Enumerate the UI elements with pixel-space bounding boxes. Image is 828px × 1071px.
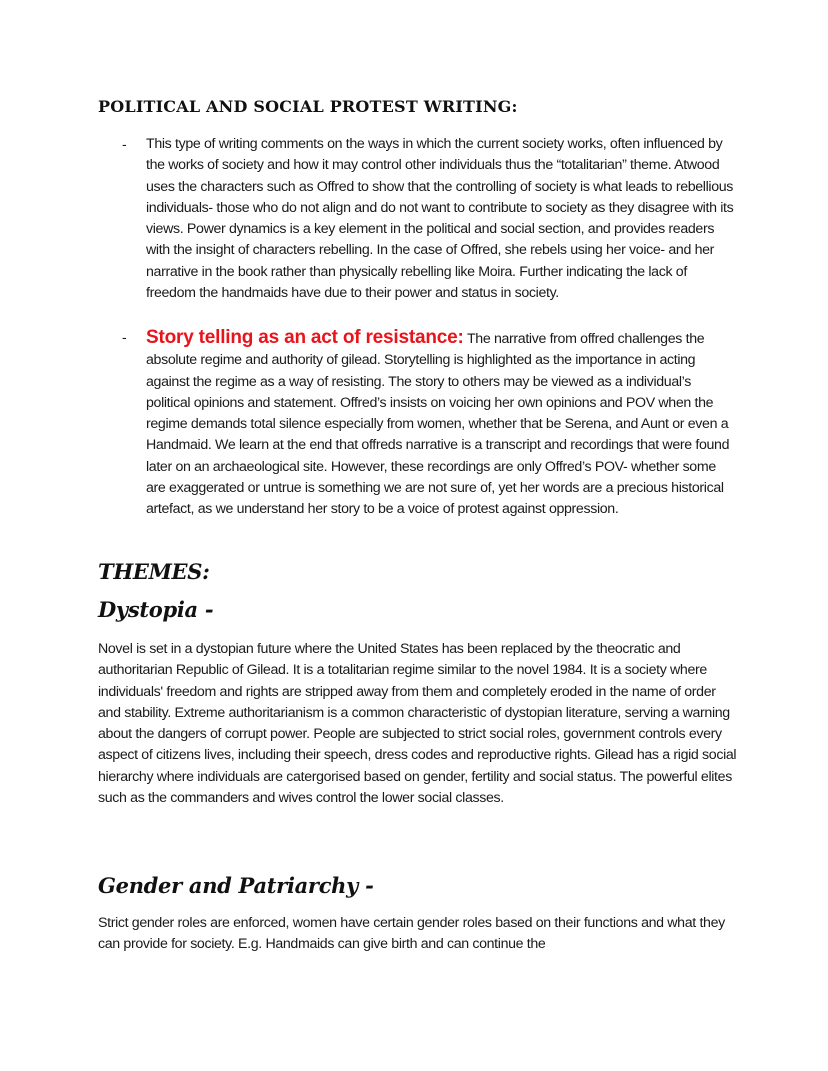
bullet-item [118, 134, 738, 304]
section-heading-political-protest: POLITICAL AND SOCIAL PROTEST WRITING: [98, 97, 518, 116]
bullet-text: This type of writing comments on the ways in which the current society works, often influenced by the works of society and how it may control other individuals thus the “totalitarian” theme. Atwood uses the characters such as Offred to show that the controlling of society is what leads to rebellious individuals- those who do not align and do not want to contribute to society as they disagree with its views. Power dynamics is a key element in the political and social section, and provides readers with the insight of characters rebelling. In the case of Offred, she rebels using her voice- and her narrative in the book rather than physically rebelling like Moira. Further indicating the lack of freedom the handmaids have due to their power and status in society. [146, 136, 734, 302]
gender-paragraph: Strict gender roles are enforced, women have certain gender roles based on their functions and what they can provide for society. E.g. Handmaids can give birth and can continue the [98, 915, 725, 953]
bullet-list-storytelling [118, 327, 738, 521]
gender-patriarchy-heading: Gender and Patriarchy - [98, 873, 374, 898]
dystopia-heading: Dystopia - [98, 597, 214, 622]
dystopia-paragraph: Novel is set in a dystopian future where the United States has been replaced by the theocratic and authoritarian Republic of Gilead. It is a totalitarian regime similar to the novel 1984. It is a society where individuals' freedom and rights are stripped away from them and completely eroded in the name of order and stability. Extreme authoritarianism is a common characteristic of dystopian literature, serving a warning about the dangers of corrupt power. People are subjected to strict social roles, government controls every aspect of citizens lives, including their speech, dress codes and reproductive rights. Gilead has a rigid social hierarchy where individuals are catergorised based on gender, fertility and social status. The powerful elites such as the commanders and wives control the lower social classes. [98, 641, 737, 807]
highlighted-subheading: Story telling as an act of resistance: [146, 327, 464, 348]
dash-bullet-marker: - [122, 329, 127, 345]
bullet-list-political [118, 134, 738, 304]
themes-heading: THEMES: [98, 559, 210, 584]
bullet-text: The narrative from offred challenges the absolute regime and authority of gilead. Storytelling is highlighted as the importance in acting against the regime as a way of resisting. The story to others may be viewed as a individual’s political opinions and statement. Offred’s insists on voicing her own opinions and POV when the regime demands total silence especially from women, whether that be Serena, and Aunt or even a Handmaid. We learn at the end that offreds narrative is a transcript and recordings that were found later on an archaeological site. However, these recordings are only Offred’s POV- whether some are exaggerated or untrue is something we are not sure of, yet her words are a precious historical artefact, as we understand her story to be a voice of protest against oppression. [146, 331, 730, 518]
bullet-item [118, 327, 738, 521]
dash-bullet-marker: - [122, 136, 127, 152]
